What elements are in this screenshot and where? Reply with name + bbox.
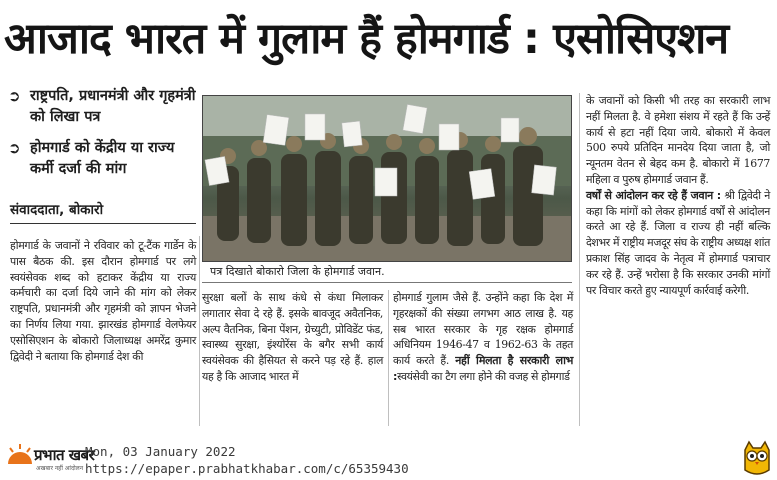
caption-divider: [202, 282, 572, 283]
column-divider: [199, 236, 200, 426]
arrow-bullet-icon: ➲: [8, 87, 21, 105]
logo-tagline: अखबार नहीं आंदोलन: [36, 465, 84, 472]
column-3-subheading: नहीं मिलता है सरकारी लाभ :: [393, 354, 573, 383]
group-photo-illustration: [203, 96, 572, 262]
headline: आजाद भारत में गुलाम हैं होमगार्ड : एसोसिएशन: [4, 14, 729, 64]
column-3-tail: स्वयंसेवी का टैग लगा होने की वजह से होमगार्ड: [397, 369, 570, 383]
column-2-text: सुरक्षा बलों के साथ कंधे से कंधा मिलाकर लगातार सेवा दे रहे हैं. इसके बावजूद अवैतनिक, अल्प वैतनिक, बिना पेंशन, ग्रेच्युटी, प्रोविडेंट फंड, स्वास्थ्य सुरक्षा, इंश्योरेंस के बगैर सभी कार्य स्वयंसेवक की हैसियत से करने पड़ रहे हैं. हाल यह है कि आजाद भारत में: [202, 291, 383, 383]
arrow-bullet-icon: ➲: [8, 139, 21, 157]
prabhat-khabar-logo: [6, 442, 95, 472]
column-divider: [388, 290, 389, 426]
column-4-subheading: वर्षों से आंदोलन कर रहे हैं जवान :: [586, 188, 721, 202]
photo-caption: पत्र दिखाते बोकारो जिला के होमगार्ड जवान.: [210, 265, 385, 278]
epaper-url[interactable]: https://epaper.prabhatkhabar.com/c/65359430: [85, 461, 409, 476]
subheads: [8, 86, 198, 190]
article-column-1: [10, 238, 196, 364]
subhead-1-text: राष्ट्रपति, प्रधानमंत्री और गृहमंत्री को लिखा पत्र: [30, 88, 196, 125]
article-column-2: [202, 290, 383, 385]
owl-icon: [741, 440, 773, 476]
epaper-stamp: [85, 443, 409, 477]
edition-date: Mon, 03 January 2022: [85, 444, 236, 459]
byline: संवाददाता, बोकारो: [10, 201, 196, 224]
epaper-footer: [0, 430, 777, 480]
column-3-text: होमगार्ड गुलाम जैसे हैं. उन्होंने कहा कि देश में गृहरक्षकों की संख्या लगभग आठ लाख है. यह सब भारत सरकार के गृह रक्षक होमगार्ड अधिनियम 1946-47 व 1962-63 के तहत कार्य करते हैं.: [393, 291, 573, 368]
news-photo: [202, 95, 572, 262]
subhead-2-text: होमगार्ड को केंद्रीय या राज्य कर्मी दर्जा की मांग: [30, 140, 175, 177]
article-column-4: [586, 93, 770, 298]
column-4-text: के जवानों को किसी भी तरह का सरकारी लाभ नहीं मिलता है. वे हमेशा संशय में रहते हैं कि उन्हें कार्य से हटा नहीं दिया जाये. बोकारो में केवल 500 रुपये प्रतिदिन मानदेय दिया जाता है, जो न्यूनतम वेतन से बेहद कम है. बोकारो में 1677 महिला व पुरुष होमगार्ड जवान हैं.: [586, 94, 770, 186]
column-1-text: होमगार्ड के जवानों ने रविवार को टू-टैंक गार्डेन के पास बैठक की. इस दौरान होमगार्ड पर लगे स्वयंसेवक शब्द को हटाकर केंद्रीय या राज्य कर्मचारी का दर्जा दिये जाने की मांग को लेकर राष्ट्रपति, प्रधानमंत्री और गृहमंत्री को ज्ञापन भेजने का निर्णय लिया गया. झारखंड होमगार्ड वेलफेयर एसोसिएशन के बोकारो जिलाध्यक्ष अमरेंद्र कुमार द्विवेदी ने बताया कि होमगार्ड देश की: [10, 239, 196, 363]
subhead-1: [8, 86, 198, 128]
article-column-3: [393, 290, 573, 385]
column-4-tail: श्री द्विवेदी ने कहा कि मांगों को लेकर होमगार्ड वर्षों से आंदोलन करते आ रहे हैं. जिला व राज्य ही नहीं बल्कि देशभर में राष्ट्रीय मजदूर संघ के राष्ट्रीय अध्यक्ष शांत प्रकाश सिंह जादव के नेतृत्व में होमगार्ड पत्राचार कर रहे हैं. उन्हें भरोसा है कि सरकार उनकी मांगों पर विचार करते हुए न्यायपूर्ण कार्रवाई करेगी.: [586, 188, 770, 297]
subhead-2: [8, 138, 198, 180]
sun-logo-icon: [6, 442, 34, 468]
column-divider: [579, 93, 580, 426]
logo-text: प्रभात खबर: [34, 446, 95, 464]
